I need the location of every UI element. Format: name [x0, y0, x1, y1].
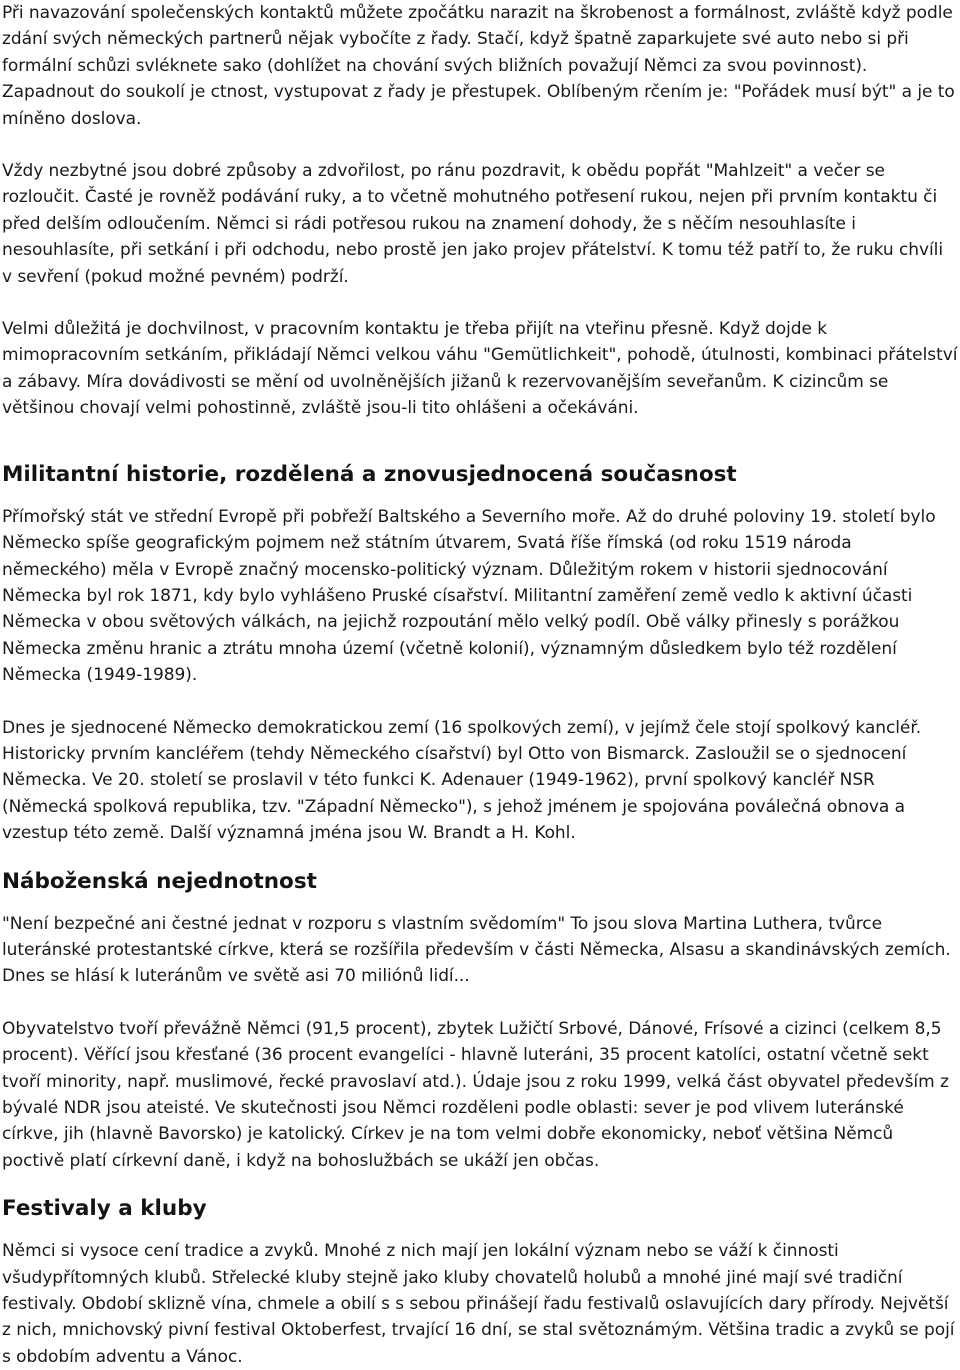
paragraph-religion-1: "Není bezpečné ani čestné jednat v rozporu s vlastním svědomím" To jsou slova Martina Luthera, tvůrce luteránské protestantské církve, která se rozšířila především v části Německa, Alsasu a skandinávských zemích. Dnes se hlásí k luteránům ve světě asi 70 miliónů lidí...: [2, 913, 951, 987]
paragraph-etiquette-formality: Při navazování společenských kontaktů můžete zpočátku narazit na škrobenost a formálnost, zvláště když podle zdání svých německých partnerů nějak vybočíte z řady. Stačí, když špatně zaparkujete své auto nebo si při formální schůzi svléknete sako (dohlížet na chování svých bližních považují Němci za svou povinnost). Zapadnout do soukolí je ctnost, vystupovat z řady je přestupek. Oblíbeným rčením je: "Pořádek musí být" a je to míněno doslova.: [2, 3, 955, 129]
paragraph-gap: [2, 132, 958, 158]
paragraph-gap: [2, 990, 958, 1016]
paragraph-gap: [2, 290, 958, 316]
paragraph-history-2: Dnes je sjednocené Německo demokratickou zemí (16 spolkových zemí), v jejímž čele stojí spolkový kancléř. Historicky prvním kancléřem (tehdy Německého císařství) byl Otto von Bismarck. Zasloužil se o sjednocení Německa. Ve 20. století se proslavil v této funkci K. Adenauer (1949-1962), první spolkový kancléř NSR (Německá spolková republika, tzv. "Západní Německo"), s jehož jménem je spojována poválečná obnova a vzestup této země. Další významná jména jsou W. Brandt a H. Kohl.: [2, 717, 922, 844]
section-heading-festivals: Festivaly a kluby: [2, 1196, 207, 1222]
heading-gap: [2, 897, 958, 911]
heading-gap: [2, 1224, 958, 1238]
section-gap: [2, 1174, 958, 1194]
section-heading-history: Militantní historie, rozdělená a znovusjednocená současnost: [2, 461, 737, 487]
paragraph-punctuality: Velmi důležitá je dochvilnost, v pracovním kontaktu je třeba přijít na vteřinu přesně. Když dojde k mimopracovním setkáním, přikládají Němci velkou váhu "Gemütlichkeit", pohodě, útulnosti, kombinaci přátelství a zábavy. Míra dovádivosti se mění od uvolněnějších jižanů k rezervovanějším seveřanům. K cizincům se většinou chovají velmi pohostinně, zvláště jsou-li tito ohlášeni a očekáváni.: [2, 319, 958, 419]
section-heading-religion: Náboženská nejednotnost: [2, 868, 317, 894]
paragraph-festivals: Němci si vysoce cení tradice a zvyků. Mnohé z nich mají jen lokální význam nebo se váží k činnosti všudypřítomných klubů. Střelecké kluby stejně jako kluby chovatelů holubů a mnohé jiné mají své tradiční festivaly. Období sklizně vína, chmele a obilí s s sebou přinášejí řadu festivalů oslavujících dary přírody. Největší z nich, mnichovský pivní festival Oktoberfest, trvající 16 dní, se stal světoznámým. Většina tradic a zvyků se pojí s obdobím adventu a Vánoc.: [2, 1241, 955, 1367]
paragraph-manners-handshake: Vždy nezbytné jsou dobré způsoby a zdvořilost, po ránu pozdravit, k obědu popřát "Mahlzeit" a večer se rozloučit. Časté je rovněž podávání ruky, a to včetně mohutného potřesení rukou, nejen při prvním kontaktu či před delším odloučením. Němci si rádi potřesou rukou na znamení dohody, že s něčím nesouhlasíte i nesouhlasíte, při setkání i při odchodu, nebo prostě jen jako projev přátelství. K tomu též patří to, že ruku chvíli v sevření (pokud možné pevném) podrží.: [2, 161, 944, 287]
paragraph-history-1: Přímořský stát ve střední Evropě při pobřeží Baltského a Severního moře. Až do druhé poloviny 19. století bylo Německo spíše geografickým pojmem než státním útvarem, Svatá říše římská (od roku 1519 národa německého) měla v Evropě značný mocensko-politický význam. Důležitým rokem v historii sjednocování Německa byl rok 1871, kdy bylo vyhlášeno Pruské císařství. Militantní zaměření země vedlo k aktivní účasti Německa v obou světových válkách, na jejichž rozpoutání mělo velký podíl. Obě války přinesly s porážkou Německa změnu hranic a ztrátu mnoha území (včetně kolonií), významným důsledkem bylo též rozdělení Německa (1949-1989).: [2, 506, 936, 686]
paragraph-gap: [2, 689, 958, 715]
section-gap: [2, 847, 958, 867]
section-gap: [2, 422, 958, 460]
heading-gap: [2, 490, 958, 504]
paragraph-religion-2: Obyvatelstvo tvoří převážně Němci (91,5 procent), zbytek Lužičtí Srbové, Dánové, Frísové a cizinci (celkem 8,5 procent). Věřící jsou křesťané (36 procent evangelíci - hlavně luteráni, 35 procent katolíci, ostatní včetně sekt tvoří minority, např. muslimové, řecké pravoslaví atd.). Údaje jsou z roku 1999, velká část obyvatel především z bývalé NDR jsou ateisté. Ve skutečnosti jsou Němci rozděleni podle oblasti: sever je pod vlivem luteránské církve, jih (hlavně Bavorsko) je katolický. Církev je na tom velmi dobře ekonomicky, neboť většina Němců poctivě platí církevní daně, i když na bohoslužbách se ukáží jen občas.: [2, 1018, 949, 1171]
